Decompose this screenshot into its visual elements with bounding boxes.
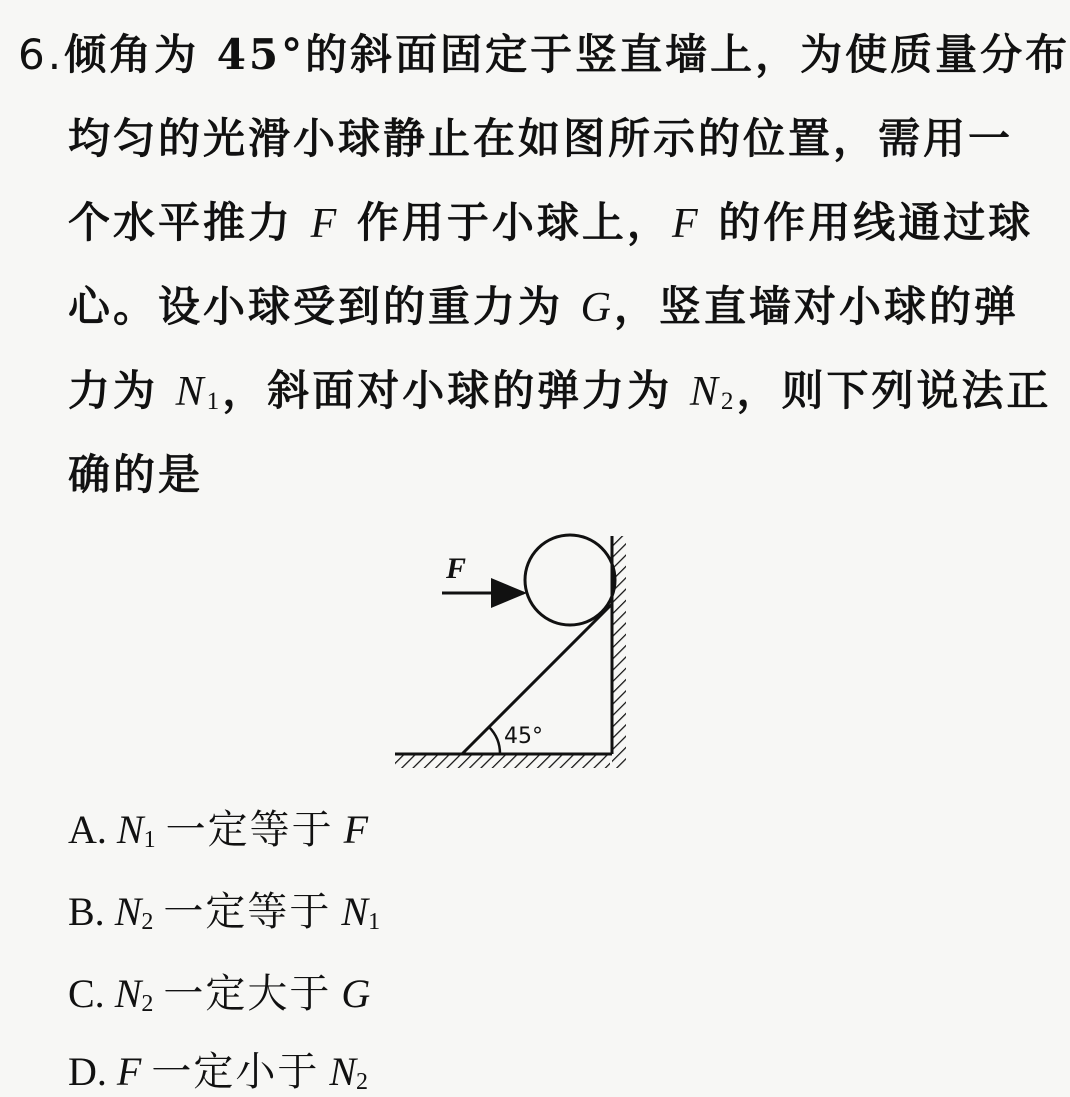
option-a[interactable] (68, 798, 368, 855)
question-number: 6. (18, 30, 65, 79)
ball (525, 535, 615, 625)
physics-diagram (390, 530, 640, 775)
ground-hatch (395, 754, 610, 768)
question-text-4a: 心。设小球受到的重力为 (68, 282, 564, 331)
option-c-letter: C. (68, 971, 105, 1016)
symbol-N2: $N_2$ (114, 889, 154, 935)
angle-label: 45° (504, 724, 543, 749)
symbol-N1: $N_1$ (116, 807, 156, 853)
symbol-F: F (116, 1049, 142, 1094)
question-text-5a: 力为 (68, 366, 159, 415)
symbol-G: G (580, 285, 614, 331)
symbol-F: F (671, 201, 701, 247)
option-b[interactable] (68, 880, 380, 937)
angle-arc (489, 727, 500, 754)
symbol-N2: $N_2$ (329, 1049, 369, 1095)
question-text-4b: ，竖直墙对小球的弹 (613, 282, 1019, 331)
question-line-6 (68, 442, 203, 502)
question-text-3c: 的作用线通过球 (718, 198, 1034, 247)
question-line-4 (68, 274, 1019, 334)
symbol-N1: $N_1$ (175, 369, 223, 415)
option-d-letter: D. (68, 1049, 107, 1094)
option-a-letter: A. (68, 807, 107, 852)
option-c[interactable] (68, 962, 370, 1019)
symbol-F: F (343, 807, 369, 852)
question-text-5c: ，则下列说法正 (736, 366, 1052, 415)
question-text-3b: 作用于小球上， (356, 198, 672, 247)
symbol-N2: $N_2$ (114, 971, 154, 1017)
question-text-6: 确的是 (68, 450, 204, 499)
symbol-N1: $N_1$ (341, 889, 381, 935)
option-c-text: 一定大于 (163, 971, 332, 1017)
option-b-letter: B. (68, 889, 105, 934)
question-text-3a: 个水平推力 (68, 198, 294, 247)
option-b-text: 一定等于 (163, 889, 332, 935)
symbol-F: F (310, 201, 340, 247)
question-text-5b: ，斜面对小球的弹力为 (222, 366, 673, 415)
question-text-2: 均匀的光滑小球静止在如图所示的位置，需用一 (68, 114, 1014, 163)
question-line-3 (68, 190, 1033, 250)
symbol-N2: $N_2$ (689, 369, 737, 415)
option-d[interactable] (68, 1040, 368, 1097)
option-a-text: 一定等于 (165, 807, 334, 853)
force-label: F (446, 552, 467, 585)
question-line-5 (68, 358, 1052, 418)
question-text-1: 倾角为 45°的斜面固定于竖直墙上，为使质量分布 (64, 30, 1070, 79)
option-d-text: 一定小于 (151, 1049, 320, 1095)
question-line-1 (18, 22, 1070, 82)
question-line-2 (68, 106, 1013, 166)
symbol-G: G (341, 971, 371, 1016)
